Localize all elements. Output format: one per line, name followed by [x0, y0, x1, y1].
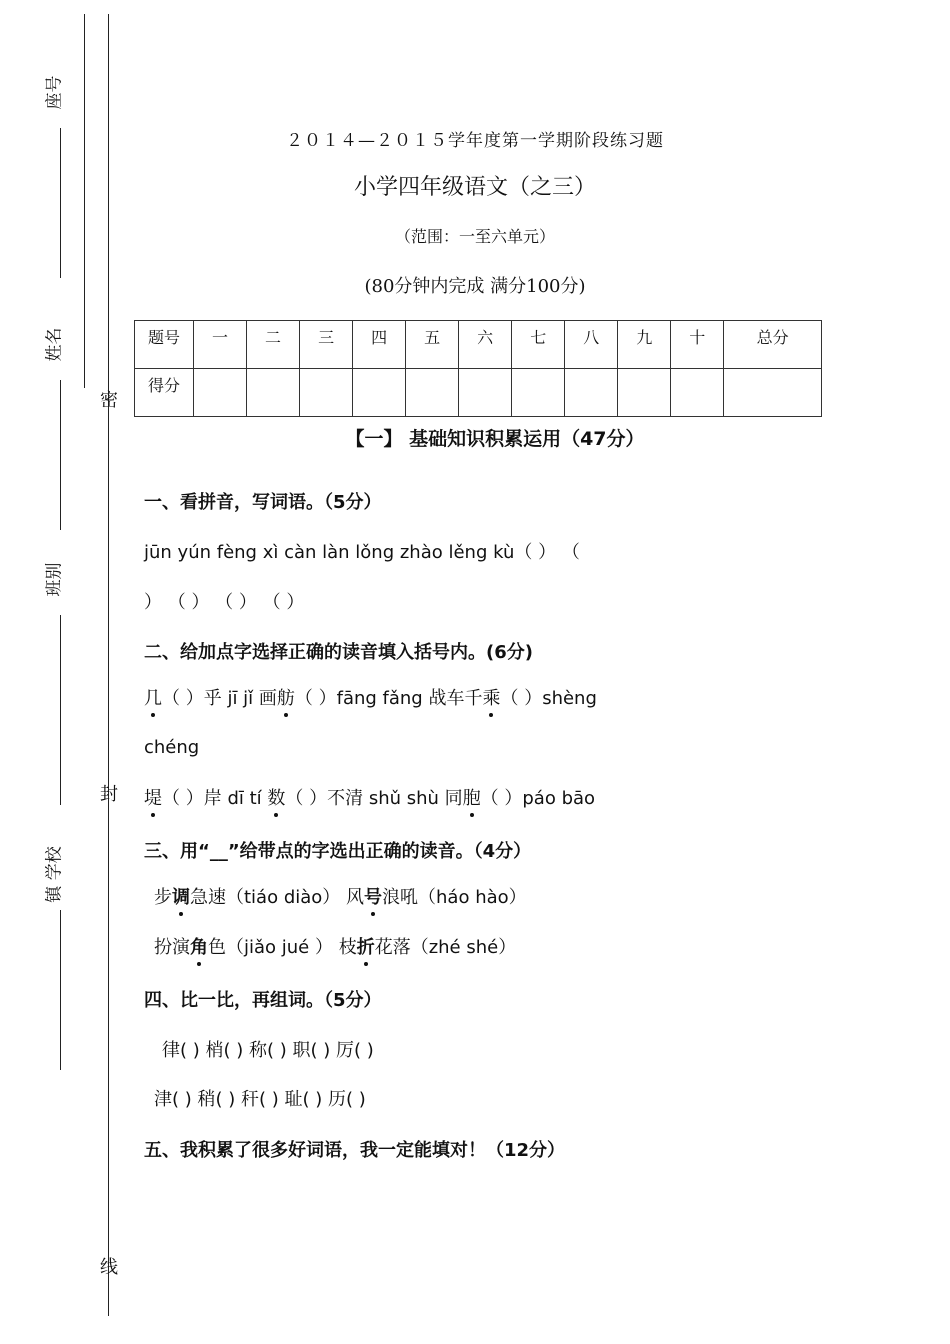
item-text: 战车千 — [428, 688, 483, 709]
score-table-cell: 十 — [671, 321, 724, 369]
score-input-cell[interactable] — [300, 369, 353, 417]
question-4-line-2: 津( ) 稍( ) 秆( ) 耻( ) 历( ) — [154, 1089, 366, 1110]
question-1-line-1: jūn yún fèng xì càn làn lǒng zhào lěng kù（ ） （ — [144, 542, 580, 563]
score-table-cell: 八 — [565, 321, 618, 369]
question-3-line-2 — [154, 933, 516, 959]
dotted-char: 调 — [172, 883, 190, 909]
dotted-char: 几 — [144, 684, 162, 710]
item-text: 风 — [346, 887, 365, 908]
score-input-cell[interactable] — [618, 369, 671, 417]
score-table-cell: 六 — [459, 321, 512, 369]
score-table-cell: 总分 — [724, 321, 822, 369]
item-text: （ ）shèng — [500, 688, 597, 709]
dotted-char: 堤 — [144, 784, 162, 810]
item-text: （ ）岸 dī tí — [162, 788, 268, 809]
score-input-cell[interactable] — [194, 369, 247, 417]
dotted-char: 舫 — [277, 684, 295, 710]
seal-char-xian: 线 — [100, 1257, 118, 1278]
margin-line-inner — [108, 14, 109, 1316]
item-text: 浪吼（háo hào） — [382, 887, 527, 908]
seal-char-mi: 密 — [100, 390, 118, 411]
class-underline — [60, 615, 61, 805]
score-table-header-row — [135, 321, 822, 369]
question-1-title: 一、看拼音，写词语。（5分） — [144, 492, 382, 513]
item-text: 色（jiǎo jué ） — [208, 937, 339, 958]
exam-scope: （范围：一至六单元） — [394, 227, 555, 246]
score-input-cell[interactable] — [247, 369, 300, 417]
item-text: 步 — [154, 887, 172, 908]
dotted-char: 折 — [357, 933, 375, 959]
dotted-char: 号 — [364, 883, 382, 909]
school-underline — [60, 910, 61, 1070]
school-label: 镇 学校 — [44, 846, 65, 903]
question-3-title: 三、用“__”给带点的字选出正确的读音。（4分） — [144, 841, 532, 862]
item-text: （ ）乎 jī jǐ — [162, 688, 259, 709]
score-input-cell[interactable] — [565, 369, 618, 417]
score-input-cell[interactable] — [459, 369, 512, 417]
item-text: 急速（tiáo diào） — [190, 887, 347, 908]
score-input-cell[interactable] — [406, 369, 459, 417]
exam-title: 小学四年级语文（之三） — [353, 175, 596, 200]
score-table-score-row — [135, 369, 822, 417]
score-table-cell: 九 — [618, 321, 671, 369]
score-table-cell: 二 — [247, 321, 300, 369]
margin-line-outer — [84, 14, 85, 388]
question-4-line-1: 律( ) 梢( ) 称( ) 职( ) 厉( ) — [162, 1040, 374, 1061]
dotted-char: 胞 — [463, 784, 481, 810]
score-table-cell: 七 — [512, 321, 565, 369]
seal-char-feng: 封 — [100, 784, 118, 805]
question-2-line-2: chéng — [144, 737, 200, 758]
item-text: （ ）páo bāo — [480, 788, 596, 809]
score-table-cell: 一 — [194, 321, 247, 369]
question-5-title: 五、我积累了很多好词语，我一定能填对！（12分） — [144, 1140, 566, 1161]
question-4-title: 四、比一比，再组词。（5分） — [144, 990, 382, 1011]
class-label: 班别 — [44, 562, 65, 597]
item-text: 花落（zhé shé） — [374, 937, 517, 958]
question-2-title: 二、给加点字选择正确的读音填入括号内。(6分) — [144, 642, 533, 663]
item-text: 枝 — [338, 937, 357, 958]
question-3-line-1 — [154, 883, 527, 909]
item-text: （ ）不清 shǔ shù — [285, 788, 445, 809]
question-1-line-2: ） （ ） （ ） （ ） — [144, 592, 305, 613]
item-text: 画 — [258, 688, 277, 709]
score-table-cell: 题号 — [135, 321, 194, 369]
exam-header-line: ２０１４—２０１５学年度第一学期阶段练习题 — [286, 131, 664, 151]
name-underline — [60, 380, 61, 530]
question-2-line-3 — [144, 784, 595, 810]
dotted-char: 乘 — [482, 684, 500, 710]
name-label: 姓名 — [44, 327, 65, 362]
score-input-cell[interactable] — [353, 369, 406, 417]
score-table — [134, 320, 822, 417]
score-input-cell[interactable] — [671, 369, 724, 417]
score-table-cell: 三 — [300, 321, 353, 369]
score-table-cell: 五 — [406, 321, 459, 369]
score-table-cell: 四 — [353, 321, 406, 369]
section-title: 【一】 基础知识积累运用（47分） — [345, 428, 645, 450]
item-text: 同 — [444, 788, 463, 809]
score-input-cell[interactable] — [512, 369, 565, 417]
exam-time: (80分钟内完成 满分100分) — [364, 276, 586, 297]
seat-label: 座号 — [44, 75, 65, 110]
question-2-line-1 — [144, 684, 597, 710]
dotted-char: 角 — [190, 933, 208, 959]
item-text: （ ）fāng fǎng — [294, 688, 429, 709]
dotted-char: 数 — [267, 784, 285, 810]
score-table-cell: 得分 — [135, 369, 194, 417]
item-text: 扮演 — [154, 937, 190, 958]
score-input-cell[interactable] — [724, 369, 822, 417]
